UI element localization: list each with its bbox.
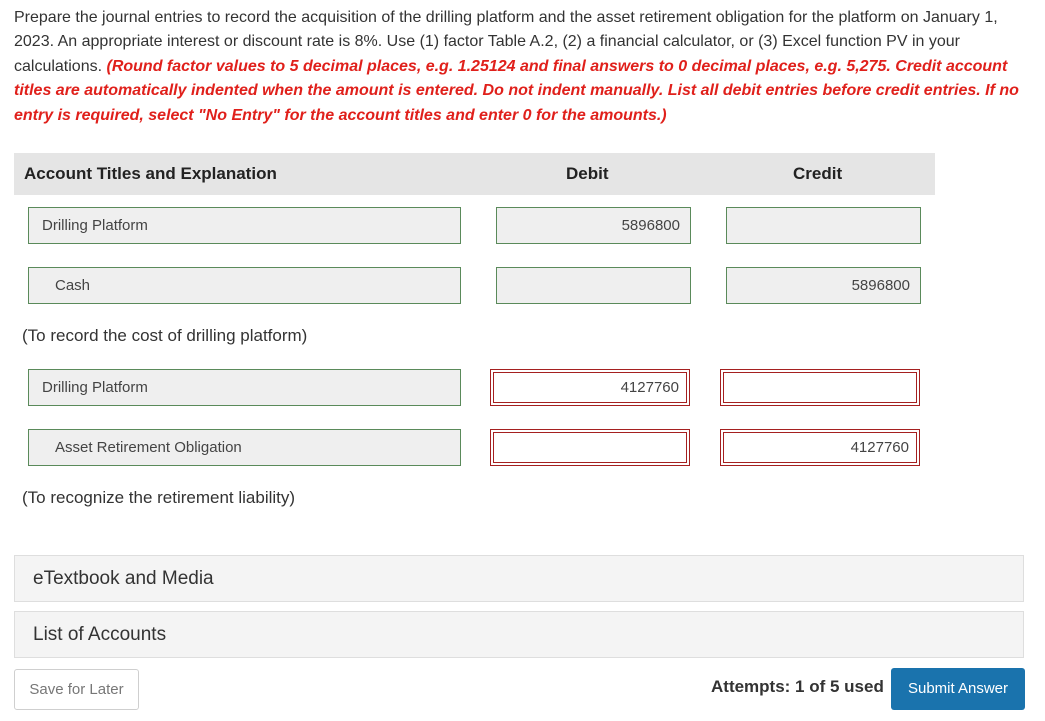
entry-explanation: (To recognize the retirement liability) (22, 488, 296, 507)
account-title-input[interactable]: Asset Retirement Obligation (28, 429, 461, 466)
etextbook-media-label: eTextbook and Media (33, 568, 214, 589)
credit-header: Credit (793, 164, 843, 183)
submit-answer-button[interactable]: Submit Answer (891, 668, 1025, 710)
debit-input[interactable]: 5896800 (496, 207, 691, 244)
credit-input[interactable]: 5896800 (726, 267, 921, 304)
credit-input[interactable] (720, 369, 920, 406)
credit-input[interactable]: 4127760 (720, 429, 920, 466)
instructions-text: Prepare the journal entries to record the acquisition of the drilling platform and the asset retirement obligation for the platform on January 1, 2023. An appropriate interest or discount rate is 8%. Use (1) factor Table A.2, (2) a financial calculator, or (3) Excel function PV in your calculations. (14, 9, 998, 75)
question-instructions (14, 6, 1034, 128)
etextbook-media-panel[interactable] (14, 555, 1024, 602)
debit-input[interactable] (490, 429, 690, 466)
account-title-input[interactable]: Drilling Platform (28, 207, 461, 244)
account-title-input[interactable]: Cash (28, 267, 461, 304)
instructions-emphasis: (Round factor values to 5 decimal places, e.g. 1.25124 and final answers to 0 decimal places, e.g. 5,275. Credit account titles are automatically indented when the amount is entered. Do not indent manually. List all debit entries before credit entries. If no entry is required, select "No Entry" for the account titles and enter 0 for the amounts.) (14, 57, 1019, 124)
attempts-counter: Attempts: 1 of 5 used (711, 677, 884, 696)
debit-header: Debit (566, 164, 609, 183)
journal-table-header (14, 153, 935, 195)
list-of-accounts-label: List of Accounts (33, 624, 167, 645)
account-title-input[interactable]: Drilling Platform (28, 369, 461, 406)
credit-input[interactable] (726, 207, 921, 244)
save-for-later-button[interactable]: Save for Later (14, 669, 139, 710)
debit-input[interactable]: 4127760 (490, 369, 690, 406)
account-titles-header: Account Titles and Explanation (24, 164, 277, 183)
debit-input[interactable] (496, 267, 691, 304)
list-of-accounts-panel[interactable] (14, 611, 1024, 658)
entry-explanation: (To record the cost of drilling platform) (22, 326, 308, 345)
